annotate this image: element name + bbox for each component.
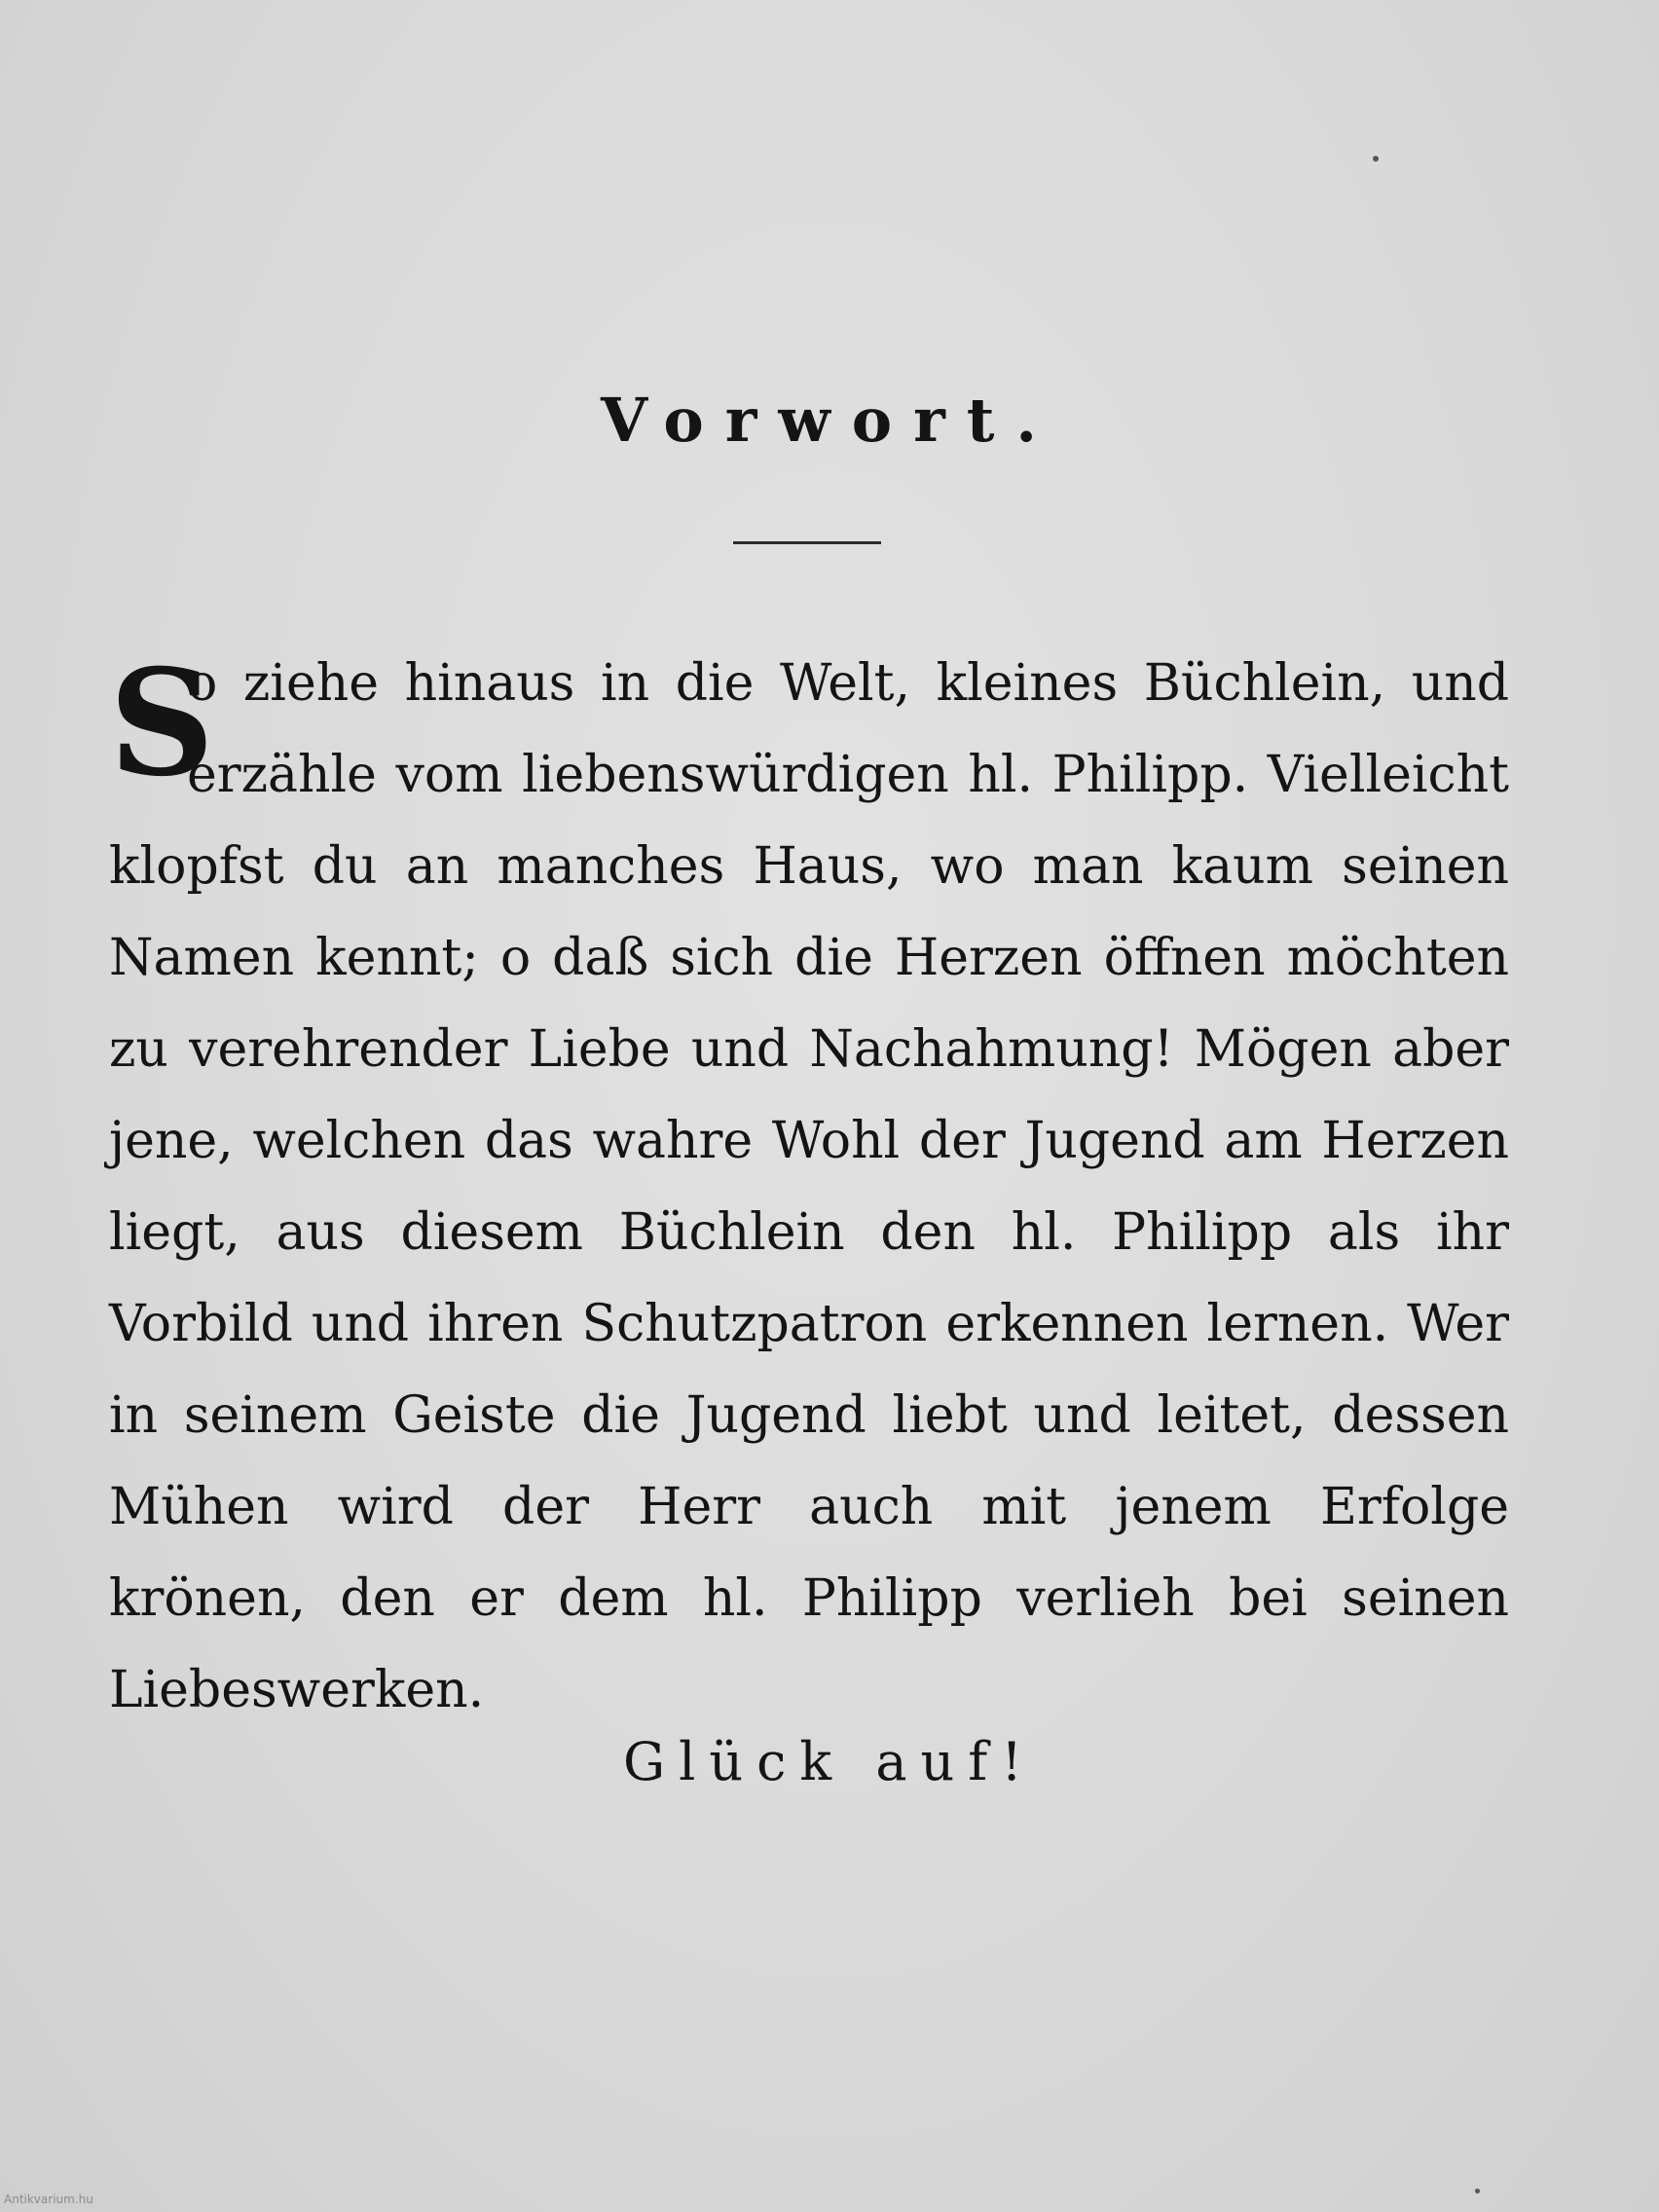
text-line: erzähle vom liebenswürdigen hl. Philipp. Vielleicht bbox=[187, 746, 1509, 804]
text-line: Mühen wird der Herr auch mit jenem Erfolge bbox=[109, 1478, 1509, 1536]
text-line: in seinem Geiste die Jugend liebt und leitet, dessen bbox=[109, 1386, 1509, 1445]
title-divider bbox=[733, 541, 881, 544]
text-line: krönen, den er dem hl. Philipp verlieh bei seinen bbox=[109, 1569, 1509, 1628]
text-line: liegt, aus diesem Büchlein den hl. Philipp als ihr bbox=[109, 1203, 1509, 1262]
preface-text bbox=[109, 638, 1509, 1736]
page-title: Vorwort. bbox=[600, 385, 1059, 456]
text-line: klopfst du an manches Haus, wo man kaum seinen bbox=[109, 837, 1509, 896]
text-line: Liebeswerken. bbox=[109, 1661, 485, 1719]
watermark-text: Antikvarium.hu bbox=[4, 2193, 93, 2206]
text-line: zu verehrender Liebe und Nachahmung! Mögen aber bbox=[109, 1020, 1509, 1079]
text-line: Namen kennt; o daß sich die Herzen öffnen möchten bbox=[109, 929, 1509, 987]
drop-cap: S bbox=[109, 638, 215, 809]
closing-salutation: Glück auf! bbox=[623, 1731, 1036, 1792]
text-line: Vorbild und ihren Schutzpatron erkennen lernen. Wer bbox=[109, 1295, 1509, 1353]
paper-speck bbox=[1373, 156, 1379, 162]
paper-speck bbox=[1475, 2189, 1480, 2194]
text-line: o ziehe hinaus in die Welt, kleines Büchlein, und bbox=[187, 654, 1509, 713]
text-line: jene, welchen das wahre Wohl der Jugend am Herzen bbox=[109, 1112, 1509, 1170]
